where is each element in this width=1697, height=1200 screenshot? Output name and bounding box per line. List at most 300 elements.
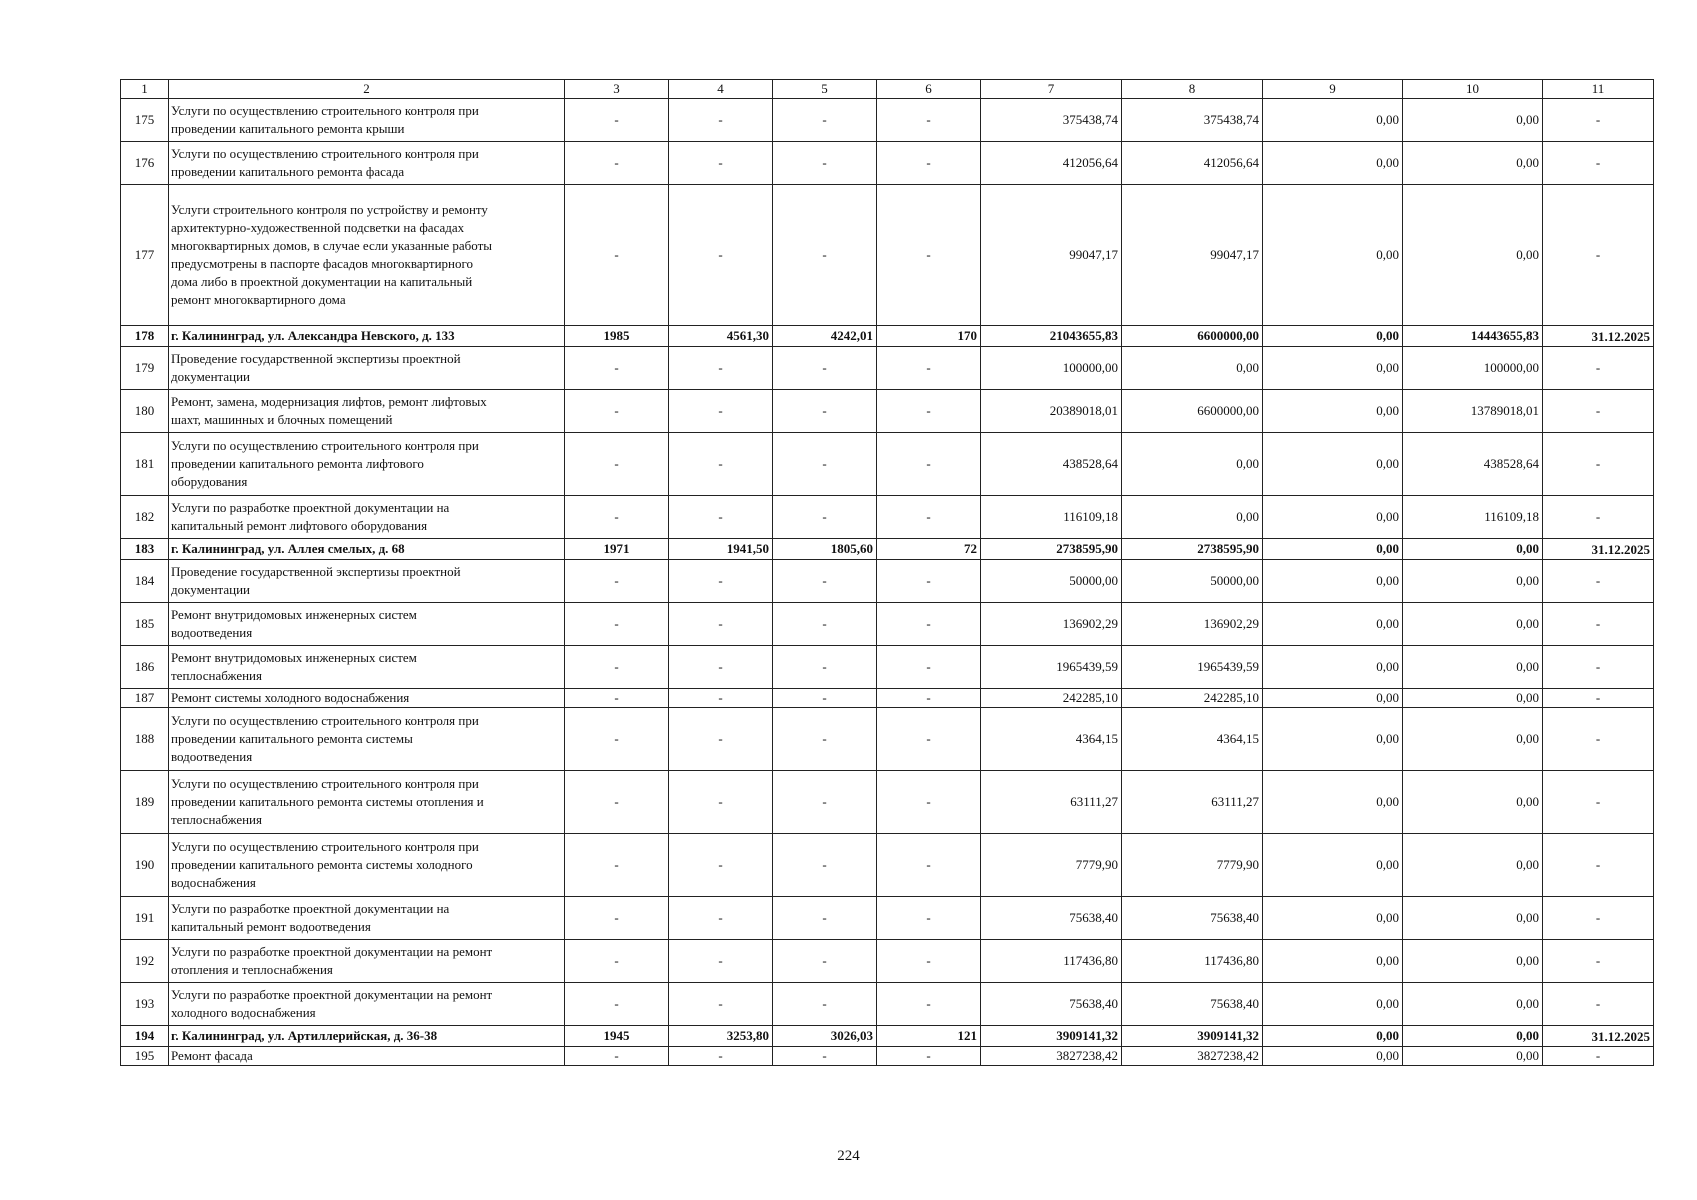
fund-cost-cell: 3909141,32 bbox=[1122, 1026, 1263, 1047]
budget-cost-cell: 0,00 bbox=[1263, 1047, 1403, 1066]
work-item-row bbox=[121, 771, 1654, 834]
budget-cost-cell: 0,00 bbox=[1263, 1026, 1403, 1047]
owners-cost-cell: 0,00 bbox=[1403, 142, 1543, 185]
year-cell: - bbox=[565, 771, 669, 834]
owners-cost-cell: 0,00 bbox=[1403, 689, 1543, 708]
work-description-cell bbox=[169, 1047, 565, 1066]
deadline-cell: - bbox=[1543, 142, 1654, 185]
work-description-cell bbox=[169, 940, 565, 983]
description-line: теплоснабжения bbox=[171, 668, 262, 683]
living-area-cell: - bbox=[773, 603, 877, 646]
total-cost-cell: 99047,17 bbox=[981, 185, 1122, 326]
owners-cost-cell: 116109,18 bbox=[1403, 496, 1543, 539]
owners-cost-cell: 0,00 bbox=[1403, 603, 1543, 646]
description-line: Ремонт, замена, модернизация лифтов, ремонт лифтовых bbox=[171, 394, 487, 409]
work-item-row bbox=[121, 708, 1654, 771]
residents-cell: - bbox=[877, 99, 981, 142]
total-cost-cell: 438528,64 bbox=[981, 433, 1122, 496]
row-number-cell: 179 bbox=[121, 347, 169, 390]
deadline-cell: - bbox=[1543, 771, 1654, 834]
year-cell: - bbox=[565, 142, 669, 185]
description-line: г. Калининград, ул. Артиллерийская, д. 36-38 bbox=[171, 1028, 438, 1043]
column-header: 8 bbox=[1122, 80, 1263, 99]
row-number-cell: 176 bbox=[121, 142, 169, 185]
living-area-cell: 1805,60 bbox=[773, 539, 877, 560]
total-cost-cell: 21043655,83 bbox=[981, 326, 1122, 347]
total-area-cell: - bbox=[669, 347, 773, 390]
description-line: многоквартирных домов, в случае если указанные работы bbox=[171, 238, 493, 253]
living-area-cell: - bbox=[773, 834, 877, 897]
description-line: капитальный ремонт водоотведения bbox=[171, 919, 371, 934]
total-cost-cell: 63111,27 bbox=[981, 771, 1122, 834]
column-header: 5 bbox=[773, 80, 877, 99]
description-line: предусмотрены в паспорте фасадов многоквартирного bbox=[171, 256, 473, 271]
owners-cost-cell: 0,00 bbox=[1403, 560, 1543, 603]
work-item-row bbox=[121, 560, 1654, 603]
row-number-cell: 194 bbox=[121, 1026, 169, 1047]
fund-cost-cell: 50000,00 bbox=[1122, 560, 1263, 603]
fund-cost-cell: 7779,90 bbox=[1122, 834, 1263, 897]
total-cost-cell: 412056,64 bbox=[981, 142, 1122, 185]
description-line: Услуги по разработке проектной документации на bbox=[171, 901, 450, 916]
deadline-cell: - bbox=[1543, 897, 1654, 940]
row-number-cell: 180 bbox=[121, 390, 169, 433]
row-number-cell: 182 bbox=[121, 496, 169, 539]
total-cost-cell: 242285,10 bbox=[981, 689, 1122, 708]
description-line: Ремонт системы холодного водоснабжения bbox=[171, 690, 410, 705]
work-description-cell bbox=[169, 708, 565, 771]
residents-cell: - bbox=[877, 142, 981, 185]
budget-cost-cell: 0,00 bbox=[1263, 496, 1403, 539]
living-area-cell: - bbox=[773, 347, 877, 390]
year-cell: 1945 bbox=[565, 1026, 669, 1047]
total-area-cell: - bbox=[669, 496, 773, 539]
owners-cost-cell: 0,00 bbox=[1403, 771, 1543, 834]
year-cell: - bbox=[565, 99, 669, 142]
deadline-cell: - bbox=[1543, 433, 1654, 496]
budget-cost-cell: 0,00 bbox=[1263, 983, 1403, 1026]
description-line: проведении капитального ремонта системы холодного bbox=[171, 857, 473, 872]
living-area-cell: - bbox=[773, 433, 877, 496]
budget-cost-cell: 0,00 bbox=[1263, 940, 1403, 983]
description-line: отопления и теплоснабжения bbox=[171, 962, 333, 977]
budget-cost-cell: 0,00 bbox=[1263, 897, 1403, 940]
owners-cost-cell: 0,00 bbox=[1403, 834, 1543, 897]
owners-cost-cell: 0,00 bbox=[1403, 539, 1543, 560]
repair-plan-table bbox=[120, 79, 1654, 1066]
owners-cost-cell: 0,00 bbox=[1403, 185, 1543, 326]
living-area-cell: - bbox=[773, 983, 877, 1026]
work-description-cell bbox=[169, 983, 565, 1026]
address-cell bbox=[169, 326, 565, 347]
total-area-cell: - bbox=[669, 142, 773, 185]
living-area-cell: - bbox=[773, 1047, 877, 1066]
year-cell: - bbox=[565, 983, 669, 1026]
work-item-row bbox=[121, 897, 1654, 940]
fund-cost-cell: 412056,64 bbox=[1122, 142, 1263, 185]
work-item-row bbox=[121, 433, 1654, 496]
description-line: Ремонт внутридомовых инженерных систем bbox=[171, 607, 417, 622]
year-cell: - bbox=[565, 834, 669, 897]
row-number-cell: 175 bbox=[121, 99, 169, 142]
description-line: Услуги по осуществлению строительного контроля при bbox=[171, 146, 479, 161]
total-area-cell: - bbox=[669, 185, 773, 326]
fund-cost-cell: 6600000,00 bbox=[1122, 326, 1263, 347]
owners-cost-cell: 0,00 bbox=[1403, 708, 1543, 771]
owners-cost-cell: 13789018,01 bbox=[1403, 390, 1543, 433]
residents-cell: - bbox=[877, 560, 981, 603]
budget-cost-cell: 0,00 bbox=[1263, 347, 1403, 390]
row-number-cell: 186 bbox=[121, 646, 169, 689]
owners-cost-cell: 0,00 bbox=[1403, 1026, 1543, 1047]
address-cell bbox=[169, 539, 565, 560]
column-header: 9 bbox=[1263, 80, 1403, 99]
budget-cost-cell: 0,00 bbox=[1263, 689, 1403, 708]
description-line: Услуги по разработке проектной документации на ремонт bbox=[171, 944, 493, 959]
work-item-row bbox=[121, 940, 1654, 983]
column-header: 2 bbox=[169, 80, 565, 99]
description-line: оборудования bbox=[171, 474, 248, 489]
total-cost-cell: 75638,40 bbox=[981, 897, 1122, 940]
work-item-row bbox=[121, 689, 1654, 708]
budget-cost-cell: 0,00 bbox=[1263, 99, 1403, 142]
deadline-cell: - bbox=[1543, 983, 1654, 1026]
description-line: Услуги по осуществлению строительного контроля при bbox=[171, 713, 479, 728]
living-area-cell: - bbox=[773, 496, 877, 539]
living-area-cell: - bbox=[773, 390, 877, 433]
deadline-cell: 31.12.2025 bbox=[1543, 326, 1654, 347]
year-cell: - bbox=[565, 897, 669, 940]
fund-cost-cell: 0,00 bbox=[1122, 347, 1263, 390]
row-number-cell: 193 bbox=[121, 983, 169, 1026]
description-line: Услуги строительного контроля по устройству и ремонту bbox=[171, 202, 488, 217]
budget-cost-cell: 0,00 bbox=[1263, 560, 1403, 603]
residents-cell: 170 bbox=[877, 326, 981, 347]
work-item-row bbox=[121, 834, 1654, 897]
living-area-cell: 3026,03 bbox=[773, 1026, 877, 1047]
row-number-cell: 177 bbox=[121, 185, 169, 326]
work-item-row bbox=[121, 1047, 1654, 1066]
total-area-cell: - bbox=[669, 689, 773, 708]
living-area-cell: 4242,01 bbox=[773, 326, 877, 347]
description-line: документации bbox=[171, 369, 251, 384]
budget-cost-cell: 0,00 bbox=[1263, 433, 1403, 496]
total-cost-cell: 1965439,59 bbox=[981, 646, 1122, 689]
row-number-cell: 191 bbox=[121, 897, 169, 940]
row-number-cell: 184 bbox=[121, 560, 169, 603]
total-area-cell: - bbox=[669, 433, 773, 496]
fund-cost-cell: 242285,10 bbox=[1122, 689, 1263, 708]
work-item-row bbox=[121, 185, 1654, 326]
work-description-cell bbox=[169, 689, 565, 708]
total-cost-cell: 20389018,01 bbox=[981, 390, 1122, 433]
total-cost-cell: 50000,00 bbox=[981, 560, 1122, 603]
column-header: 7 bbox=[981, 80, 1122, 99]
fund-cost-cell: 6600000,00 bbox=[1122, 390, 1263, 433]
description-line: г. Калининград, ул. Александра Невского, д. 133 bbox=[171, 328, 455, 343]
description-line: проведении капитального ремонта фасада bbox=[171, 164, 405, 179]
deadline-cell: - bbox=[1543, 185, 1654, 326]
description-line: водоотведения bbox=[171, 625, 253, 640]
residents-cell: - bbox=[877, 940, 981, 983]
total-area-cell: - bbox=[669, 897, 773, 940]
living-area-cell: - bbox=[773, 646, 877, 689]
total-cost-cell: 4364,15 bbox=[981, 708, 1122, 771]
residents-cell: - bbox=[877, 689, 981, 708]
year-cell: - bbox=[565, 940, 669, 983]
description-line: проведении капитального ремонта лифтового bbox=[171, 456, 424, 471]
work-item-row bbox=[121, 390, 1654, 433]
description-line: Услуги по разработке проектной документации на bbox=[171, 500, 450, 515]
description-line: теплоснабжения bbox=[171, 812, 262, 827]
living-area-cell: - bbox=[773, 771, 877, 834]
budget-cost-cell: 0,00 bbox=[1263, 185, 1403, 326]
deadline-cell: - bbox=[1543, 603, 1654, 646]
fund-cost-cell: 4364,15 bbox=[1122, 708, 1263, 771]
deadline-cell: - bbox=[1543, 940, 1654, 983]
living-area-cell: - bbox=[773, 99, 877, 142]
row-number-cell: 190 bbox=[121, 834, 169, 897]
column-header: 11 bbox=[1543, 80, 1654, 99]
owners-cost-cell: 438528,64 bbox=[1403, 433, 1543, 496]
residents-cell: - bbox=[877, 603, 981, 646]
total-cost-cell: 100000,00 bbox=[981, 347, 1122, 390]
row-number-cell: 188 bbox=[121, 708, 169, 771]
work-description-cell bbox=[169, 142, 565, 185]
residents-cell: - bbox=[877, 347, 981, 390]
work-item-row bbox=[121, 603, 1654, 646]
work-description-cell bbox=[169, 433, 565, 496]
year-cell: - bbox=[565, 185, 669, 326]
fund-cost-cell: 0,00 bbox=[1122, 433, 1263, 496]
description-line: капитальный ремонт лифтового оборудования bbox=[171, 518, 428, 533]
budget-cost-cell: 0,00 bbox=[1263, 834, 1403, 897]
year-cell: - bbox=[565, 496, 669, 539]
residents-cell: - bbox=[877, 1047, 981, 1066]
work-item-row bbox=[121, 99, 1654, 142]
year-cell: - bbox=[565, 1047, 669, 1066]
year-cell: - bbox=[565, 603, 669, 646]
total-area-cell: - bbox=[669, 1047, 773, 1066]
description-line: Ремонт внутридомовых инженерных систем bbox=[171, 650, 417, 665]
fund-cost-cell: 117436,80 bbox=[1122, 940, 1263, 983]
budget-cost-cell: 0,00 bbox=[1263, 142, 1403, 185]
total-area-cell: 3253,80 bbox=[669, 1026, 773, 1047]
residents-cell: - bbox=[877, 390, 981, 433]
total-area-cell: 1941,50 bbox=[669, 539, 773, 560]
year-cell: - bbox=[565, 560, 669, 603]
total-area-cell: - bbox=[669, 834, 773, 897]
fund-cost-cell: 75638,40 bbox=[1122, 897, 1263, 940]
description-line: г. Калининград, ул. Аллея смелых, д. 68 bbox=[171, 541, 405, 556]
document-sheet bbox=[120, 79, 1653, 1066]
total-area-cell: 4561,30 bbox=[669, 326, 773, 347]
budget-cost-cell: 0,00 bbox=[1263, 326, 1403, 347]
total-area-cell: - bbox=[669, 560, 773, 603]
description-line: проведении капитального ремонта крыши bbox=[171, 121, 405, 136]
year-cell: - bbox=[565, 347, 669, 390]
description-line: Ремонт фасада bbox=[171, 1048, 253, 1063]
deadline-cell: - bbox=[1543, 1047, 1654, 1066]
description-line: документации bbox=[171, 582, 251, 597]
total-area-cell: - bbox=[669, 99, 773, 142]
row-number-cell: 187 bbox=[121, 689, 169, 708]
total-area-cell: - bbox=[669, 940, 773, 983]
work-description-cell bbox=[169, 390, 565, 433]
total-cost-cell: 75638,40 bbox=[981, 983, 1122, 1026]
work-item-row bbox=[121, 496, 1654, 539]
work-description-cell bbox=[169, 496, 565, 539]
deadline-cell: - bbox=[1543, 390, 1654, 433]
description-line: Проведение государственной экспертизы проектной bbox=[171, 564, 461, 579]
year-cell: - bbox=[565, 708, 669, 771]
total-area-cell: - bbox=[669, 603, 773, 646]
residents-cell: 72 bbox=[877, 539, 981, 560]
work-item-row bbox=[121, 646, 1654, 689]
row-number-cell: 181 bbox=[121, 433, 169, 496]
work-item-row bbox=[121, 142, 1654, 185]
year-cell: - bbox=[565, 689, 669, 708]
fund-cost-cell: 99047,17 bbox=[1122, 185, 1263, 326]
residents-cell: - bbox=[877, 185, 981, 326]
total-area-cell: - bbox=[669, 646, 773, 689]
total-cost-cell: 2738595,90 bbox=[981, 539, 1122, 560]
budget-cost-cell: 0,00 bbox=[1263, 708, 1403, 771]
description-line: Услуги по осуществлению строительного контроля при bbox=[171, 103, 479, 118]
year-cell: 1985 bbox=[565, 326, 669, 347]
column-header: 1 bbox=[121, 80, 169, 99]
description-line: холодного водоснабжения bbox=[171, 1005, 316, 1020]
residents-cell: - bbox=[877, 834, 981, 897]
description-line: Проведение государственной экспертизы проектной bbox=[171, 351, 461, 366]
column-header: 3 bbox=[565, 80, 669, 99]
deadline-cell: 31.12.2025 bbox=[1543, 539, 1654, 560]
residents-cell: - bbox=[877, 433, 981, 496]
total-cost-cell: 136902,29 bbox=[981, 603, 1122, 646]
work-description-cell bbox=[169, 834, 565, 897]
year-cell: - bbox=[565, 390, 669, 433]
deadline-cell: - bbox=[1543, 496, 1654, 539]
deadline-cell: - bbox=[1543, 646, 1654, 689]
deadline-cell: - bbox=[1543, 99, 1654, 142]
description-line: Услуги по осуществлению строительного контроля при bbox=[171, 839, 479, 854]
budget-cost-cell: 0,00 bbox=[1263, 603, 1403, 646]
total-cost-cell: 375438,74 bbox=[981, 99, 1122, 142]
deadline-cell: - bbox=[1543, 347, 1654, 390]
owners-cost-cell: 100000,00 bbox=[1403, 347, 1543, 390]
budget-cost-cell: 0,00 bbox=[1263, 390, 1403, 433]
description-line: Услуги по осуществлению строительного контроля при bbox=[171, 438, 479, 453]
budget-cost-cell: 0,00 bbox=[1263, 646, 1403, 689]
budget-cost-cell: 0,00 bbox=[1263, 539, 1403, 560]
residents-cell: - bbox=[877, 983, 981, 1026]
total-cost-cell: 3827238,42 bbox=[981, 1047, 1122, 1066]
total-cost-cell: 7779,90 bbox=[981, 834, 1122, 897]
address-row bbox=[121, 539, 1654, 560]
residents-cell: 121 bbox=[877, 1026, 981, 1047]
page-number: 224 bbox=[837, 1148, 860, 1164]
living-area-cell: - bbox=[773, 560, 877, 603]
deadline-cell: - bbox=[1543, 560, 1654, 603]
work-description-cell bbox=[169, 185, 565, 326]
fund-cost-cell: 0,00 bbox=[1122, 496, 1263, 539]
fund-cost-cell: 3827238,42 bbox=[1122, 1047, 1263, 1066]
owners-cost-cell: 0,00 bbox=[1403, 983, 1543, 1026]
owners-cost-cell: 0,00 bbox=[1403, 1047, 1543, 1066]
description-line: ремонт многоквартирного дома bbox=[171, 292, 346, 307]
total-area-cell: - bbox=[669, 390, 773, 433]
column-header: 6 bbox=[877, 80, 981, 99]
total-area-cell: - bbox=[669, 708, 773, 771]
residents-cell: - bbox=[877, 646, 981, 689]
deadline-cell: 31.12.2025 bbox=[1543, 1026, 1654, 1047]
row-number-cell: 195 bbox=[121, 1047, 169, 1066]
description-line: водоснабжения bbox=[171, 875, 256, 890]
living-area-cell: - bbox=[773, 689, 877, 708]
total-cost-cell: 117436,80 bbox=[981, 940, 1122, 983]
work-description-cell bbox=[169, 646, 565, 689]
year-cell: 1971 bbox=[565, 539, 669, 560]
description-line: шахт, машинных и блочных помещений bbox=[171, 412, 393, 427]
year-cell: - bbox=[565, 646, 669, 689]
total-cost-cell: 116109,18 bbox=[981, 496, 1122, 539]
description-line: дома либо в проектной документации на капитальный bbox=[171, 274, 473, 289]
deadline-cell: - bbox=[1543, 689, 1654, 708]
row-number-cell: 183 bbox=[121, 539, 169, 560]
residents-cell: - bbox=[877, 771, 981, 834]
description-line: водоотведения bbox=[171, 749, 253, 764]
address-row bbox=[121, 326, 1654, 347]
living-area-cell: - bbox=[773, 708, 877, 771]
row-number-cell: 178 bbox=[121, 326, 169, 347]
column-header: 4 bbox=[669, 80, 773, 99]
work-description-cell bbox=[169, 603, 565, 646]
total-cost-cell: 3909141,32 bbox=[981, 1026, 1122, 1047]
owners-cost-cell: 0,00 bbox=[1403, 897, 1543, 940]
work-item-row bbox=[121, 347, 1654, 390]
budget-cost-cell: 0,00 bbox=[1263, 771, 1403, 834]
owners-cost-cell: 0,00 bbox=[1403, 940, 1543, 983]
fund-cost-cell: 63111,27 bbox=[1122, 771, 1263, 834]
owners-cost-cell: 0,00 bbox=[1403, 646, 1543, 689]
column-number-row bbox=[121, 80, 1654, 99]
address-row bbox=[121, 1026, 1654, 1047]
residents-cell: - bbox=[877, 496, 981, 539]
description-line: проведении капитального ремонта системы отопления и bbox=[171, 794, 484, 809]
work-item-row bbox=[121, 983, 1654, 1026]
living-area-cell: - bbox=[773, 897, 877, 940]
row-number-cell: 189 bbox=[121, 771, 169, 834]
description-line: Услуги по осуществлению строительного контроля при bbox=[171, 776, 479, 791]
deadline-cell: - bbox=[1543, 708, 1654, 771]
description-line: проведении капитального ремонта системы bbox=[171, 731, 413, 746]
work-description-cell bbox=[169, 560, 565, 603]
owners-cost-cell: 0,00 bbox=[1403, 99, 1543, 142]
description-line: Услуги по разработке проектной документации на ремонт bbox=[171, 987, 493, 1002]
total-area-cell: - bbox=[669, 771, 773, 834]
fund-cost-cell: 1965439,59 bbox=[1122, 646, 1263, 689]
owners-cost-cell: 14443655,83 bbox=[1403, 326, 1543, 347]
fund-cost-cell: 375438,74 bbox=[1122, 99, 1263, 142]
fund-cost-cell: 136902,29 bbox=[1122, 603, 1263, 646]
living-area-cell: - bbox=[773, 185, 877, 326]
residents-cell: - bbox=[877, 708, 981, 771]
work-description-cell bbox=[169, 347, 565, 390]
address-cell bbox=[169, 1026, 565, 1047]
row-number-cell: 185 bbox=[121, 603, 169, 646]
work-description-cell bbox=[169, 771, 565, 834]
year-cell: - bbox=[565, 433, 669, 496]
